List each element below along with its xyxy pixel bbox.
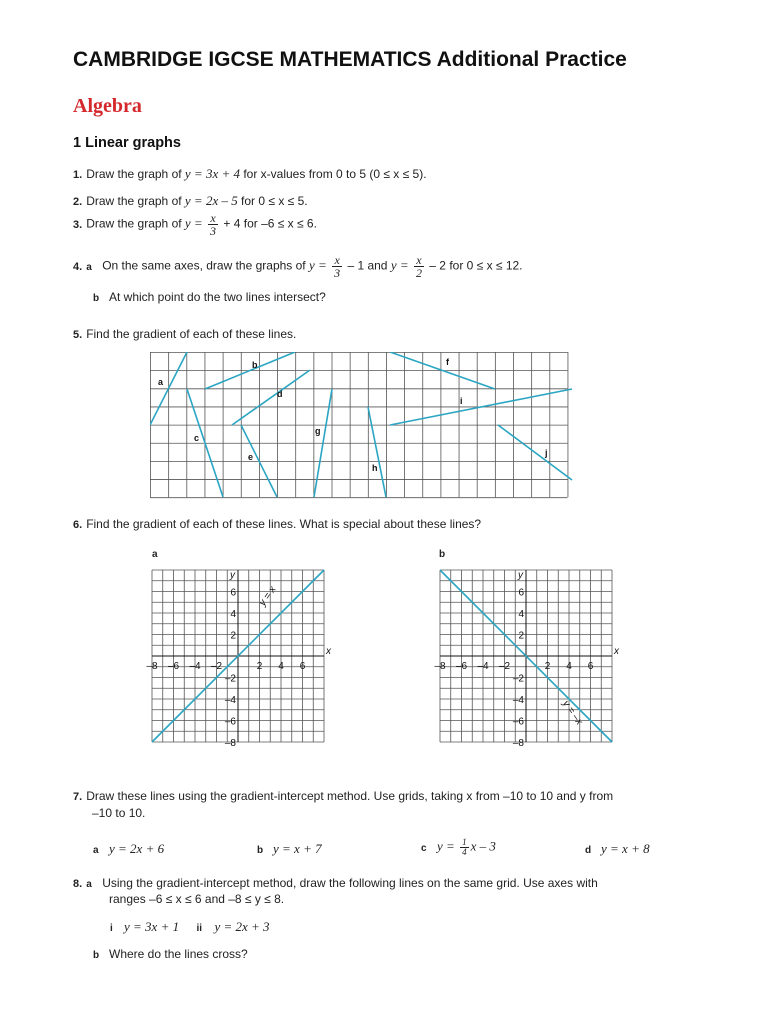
question-text: Where do the lines cross? <box>109 947 248 961</box>
part-label: b <box>257 845 264 856</box>
x-tick-label: –8 <box>434 661 446 672</box>
graph-b-label: b <box>439 549 446 560</box>
question-text: At which point do the two lines intersect? <box>109 290 326 304</box>
question-text: – 1 and <box>344 258 391 273</box>
question-7 <box>73 789 613 803</box>
question-text: Draw these lines using the gradient-intercept method. Use grids, taking x from –10 to 10 and y from <box>86 789 614 803</box>
question-5 <box>73 327 296 341</box>
question-8a <box>73 876 598 890</box>
question-text: On the same axes, draw the graphs of <box>102 258 309 273</box>
y-tick-label: –2 <box>512 673 524 685</box>
question-number: 7. <box>73 791 83 803</box>
question-text: for x-values from 0 to 5 (0 ≤ x ≤ 5). <box>240 167 427 181</box>
fraction-numerator: x <box>210 211 216 225</box>
fraction-numerator: 1 <box>462 837 467 847</box>
question-text: for 0 ≤ x ≤ 5. <box>237 194 308 208</box>
chapter-title: Algebra <box>73 95 142 117</box>
question-8a-continued: ranges –6 ≤ x ≤ 6 and –8 ≤ y ≤ 8. <box>109 892 285 906</box>
line-label-h: h <box>372 463 378 473</box>
line-label-b: b <box>252 360 258 370</box>
graph-a-label: a <box>152 549 158 560</box>
x-tick-label: –2 <box>498 661 511 672</box>
equation: y = <box>184 215 203 231</box>
question-number: 1. <box>73 169 83 181</box>
equation: y = <box>308 257 327 273</box>
part-label: c <box>421 842 427 854</box>
equation: y = <box>390 257 409 273</box>
question-number: 4. <box>73 260 83 273</box>
part-label: a <box>86 261 92 273</box>
question-number: 2. <box>73 196 83 208</box>
y-axis-label: y <box>518 570 523 581</box>
equation: y = x + 8 <box>601 841 650 856</box>
fraction <box>332 254 342 279</box>
section-heading: 1 Linear graphs <box>73 135 181 151</box>
x-axis-label: x <box>614 646 619 657</box>
q7-part-c <box>421 838 496 857</box>
y-tick-label: –8 <box>512 738 524 749</box>
part-label: a <box>86 879 92 890</box>
question-6 <box>73 517 481 531</box>
y-axis-label: y <box>230 570 235 581</box>
equation: y = 2x + 3 <box>214 919 270 934</box>
grid-lines <box>150 352 568 498</box>
equation: y = 2x + 6 <box>109 841 165 856</box>
graph-y-equals-x <box>140 562 340 758</box>
line-label-f: f <box>446 357 449 367</box>
line-label-d: d <box>277 389 283 399</box>
question-text: Find the gradient of each of these lines. What is special about these lines? <box>86 517 482 531</box>
y-tick-label: 2 <box>518 630 524 642</box>
question-text: Draw the graph of <box>86 167 185 181</box>
question-2 <box>73 193 308 209</box>
line-h <box>368 407 386 497</box>
line-label-j: j <box>545 448 548 458</box>
page-title: CAMBRIDGE IGCSE MATHEMATICS Additional Practice <box>73 48 627 71</box>
question-4a <box>73 254 523 279</box>
line-j <box>498 425 572 480</box>
y-tick-label: –2 <box>224 673 236 685</box>
q8-subparts <box>110 919 270 935</box>
equation: x – 3 <box>470 838 496 854</box>
series-label: y = –x <box>560 698 585 728</box>
x-tick-label: –4 <box>477 661 489 672</box>
line-label-i: i <box>460 396 463 406</box>
fraction-numerator: x <box>334 253 340 267</box>
part-label: a <box>93 845 99 856</box>
x-tick-label: 6 <box>299 661 306 672</box>
part-label: d <box>585 845 592 856</box>
question-7-continued: –10 to 10. <box>92 806 146 820</box>
question-number: 6. <box>73 519 83 531</box>
part-label: b <box>93 293 100 304</box>
y-tick-label: 4 <box>230 609 236 620</box>
equation: y = 2x – 5 <box>184 193 238 208</box>
x-tick-label: –8 <box>146 661 158 672</box>
equation: y = <box>437 838 455 854</box>
question-text: – 2 for 0 ≤ x ≤ 12. <box>425 258 523 273</box>
question-text: Using the gradient-intercept method, draw the following lines on the same grid. Use axes with <box>102 876 598 890</box>
question-4b <box>93 290 326 304</box>
question-number: 5. <box>73 329 83 341</box>
line-label-e: e <box>248 452 254 462</box>
equation: y = x + 7 <box>273 841 322 856</box>
line-d <box>232 370 310 425</box>
question-1 <box>73 166 427 182</box>
equation: y = 3x + 1 <box>124 919 180 934</box>
x-tick-label: 2 <box>256 661 263 672</box>
y-tick-label: –4 <box>224 695 236 706</box>
question-text: + 4 for –6 ≤ x ≤ 6. <box>220 216 317 231</box>
x-axis-label: x <box>326 646 331 657</box>
line-label-a: a <box>158 377 164 387</box>
question-number: 8. <box>73 878 83 890</box>
x-tick-label: –6 <box>167 661 180 672</box>
x-tick-label: 4 <box>278 661 284 672</box>
equation: y = 3x + 4 <box>184 166 240 181</box>
x-tick-label: 6 <box>587 661 594 672</box>
x-tick-label: –2 <box>210 661 223 672</box>
question-text: Draw the graph of <box>86 216 185 231</box>
y-tick-label: –4 <box>512 695 524 706</box>
x-tick-label: –6 <box>455 661 468 672</box>
fraction <box>414 254 424 279</box>
y-tick-label: –6 <box>224 716 236 728</box>
question-text: Draw the graph of <box>86 194 185 208</box>
part-label: i <box>110 923 113 934</box>
y-tick-label: 6 <box>230 587 236 599</box>
question-3 <box>73 212 317 237</box>
y-tick-label: 4 <box>518 609 524 620</box>
x-tick-label: –4 <box>189 661 201 672</box>
fraction <box>460 838 469 857</box>
gradient-lines-grid <box>150 352 576 500</box>
fraction-denominator: 2 <box>415 266 422 280</box>
graph-y-equals-minus-x <box>428 562 628 758</box>
series-label: y = x <box>257 584 279 609</box>
fraction-denominator: 4 <box>462 847 467 857</box>
fraction-denominator: 3 <box>210 224 217 238</box>
question-8b <box>93 947 248 961</box>
line-label-c: c <box>194 433 200 443</box>
y-tick-label: –6 <box>512 716 524 728</box>
fraction-numerator: x <box>416 253 422 267</box>
q7-part-b <box>257 841 322 857</box>
y-tick-label: 6 <box>518 587 524 599</box>
part-label: ii <box>196 923 202 934</box>
fraction-denominator: 3 <box>334 266 341 280</box>
question-text: Find the gradient of each of these lines. <box>86 327 297 341</box>
fraction <box>208 212 218 237</box>
line-label-g: g <box>315 426 321 436</box>
y-tick-label: –8 <box>224 738 236 749</box>
y-tick-label: 2 <box>230 630 236 642</box>
x-tick-label: 2 <box>544 661 551 672</box>
part-label: b <box>93 950 100 961</box>
x-tick-label: 4 <box>566 661 572 672</box>
q7-part-a <box>93 841 164 857</box>
q7-part-d <box>585 841 650 857</box>
question-number: 3. <box>73 218 83 231</box>
